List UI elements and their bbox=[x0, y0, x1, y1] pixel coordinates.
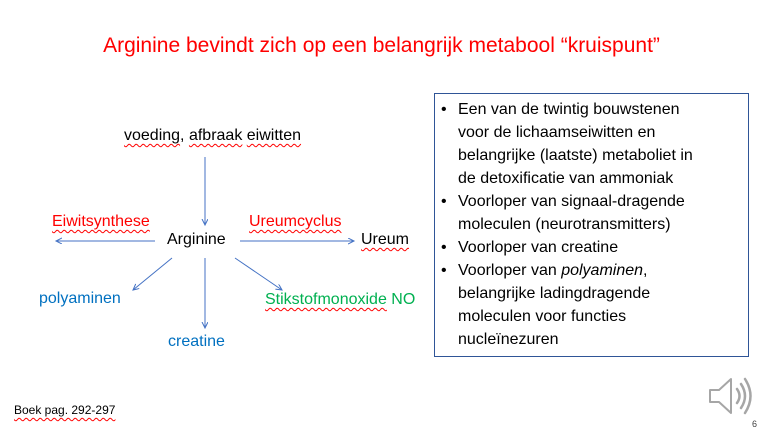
bullet-text: Een van de twintig bouwstenen voor de lichaamseiwitten en belangrijke (laatste) metaboliet in de detoxificatie van ammoniak bbox=[458, 101, 693, 187]
bullet-item bbox=[441, 236, 740, 259]
ureumcyclus-label: Ureumcyclus bbox=[249, 213, 342, 230]
bullet-item bbox=[441, 259, 740, 351]
creatine-label: creatine bbox=[168, 333, 225, 350]
bullet-text-box bbox=[434, 93, 749, 357]
bullet-list bbox=[441, 98, 740, 351]
bullet-glyph: • bbox=[441, 239, 447, 256]
bullet-glyph: • bbox=[441, 262, 447, 279]
bullet-text: Voorloper van creatine bbox=[458, 239, 619, 256]
food-breakdown-label bbox=[124, 127, 301, 145]
bullet-text-pre: Voorloper van bbox=[458, 262, 562, 279]
speaker-icon[interactable] bbox=[706, 374, 756, 418]
polyaminen-label: polyaminen bbox=[39, 290, 121, 307]
no-text: NO bbox=[391, 291, 416, 308]
eiwitten-text: eiwitten bbox=[246, 127, 302, 144]
bullet-text-post: , belangrijke ladingdragende moleculen voor functies nucleïnezuren bbox=[458, 262, 651, 348]
bullet-text-emphasis: polyaminen bbox=[561, 262, 644, 279]
voeding-text: voeding bbox=[124, 127, 181, 144]
arginine-label: Arginine bbox=[167, 231, 226, 248]
afbraak-text: afbraak bbox=[188, 127, 243, 144]
arrow-to-polyaminen bbox=[133, 258, 172, 290]
stikstofmonoxide-label bbox=[265, 291, 415, 309]
bullet-glyph: • bbox=[441, 193, 447, 210]
page-number: 6 bbox=[752, 419, 758, 429]
footer-reference: Boek pag. 292-297 bbox=[14, 403, 116, 417]
arrow-to-stikstofmonoxide bbox=[235, 258, 282, 290]
bullet-glyph: • bbox=[441, 101, 447, 118]
bullet-item bbox=[441, 190, 740, 236]
ureum-label: Ureum bbox=[361, 231, 410, 248]
comma-text: , bbox=[180, 127, 185, 144]
bullet-text: Voorloper van signaal-dragende moleculen (neurotransmitters) bbox=[458, 193, 685, 233]
slide-title: Arginine bevindt zich op een belangrijk metabool “kruispunt” bbox=[103, 34, 660, 57]
eiwitsynthese-label: Eiwitsynthese bbox=[52, 213, 150, 230]
bullet-item bbox=[441, 98, 740, 190]
stikstofmonoxide-text: Stikstofmonoxide bbox=[265, 291, 387, 308]
